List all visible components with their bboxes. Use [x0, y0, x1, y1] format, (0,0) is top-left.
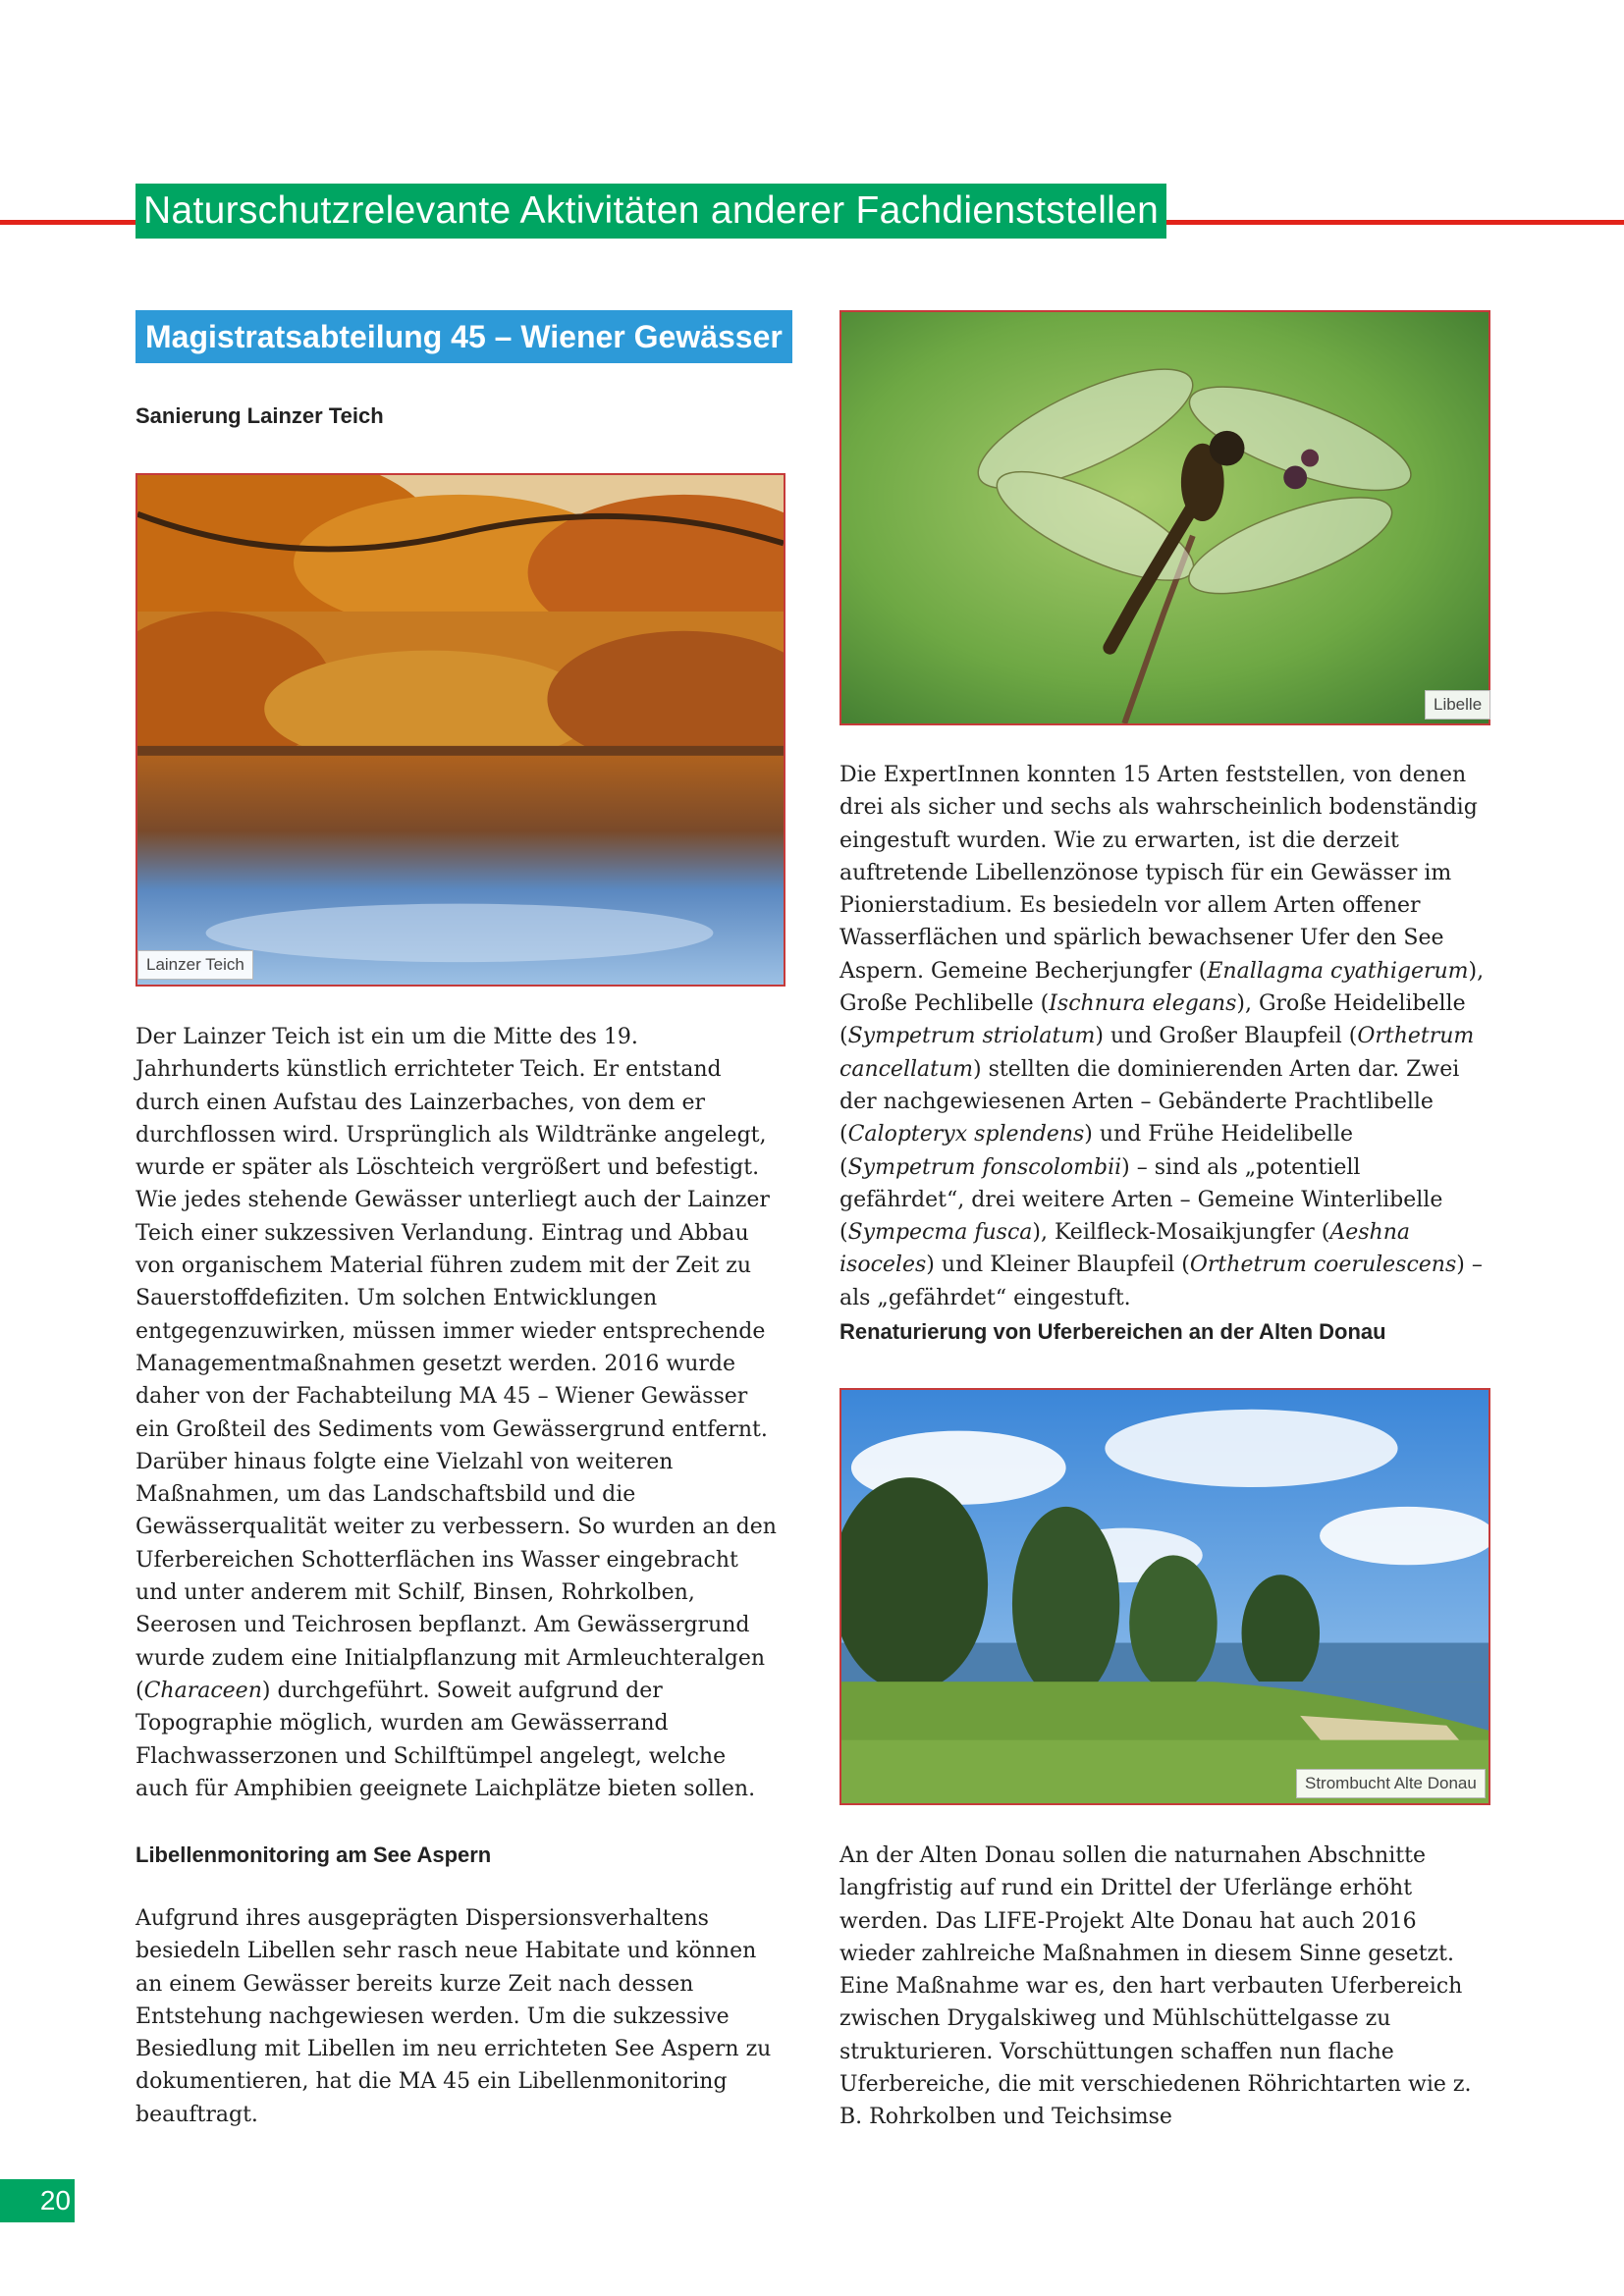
text-lainzer-2: ) durchgeführt. Soweit aufgrund der Topographie möglich, wurden am Gewässerrand Flachwasserzonen und Schilftümpel angelegt, welche auch für Amphibien geeignete Laichplätze bieten sollen.: [135, 1678, 756, 1801]
species-8: Aeshna isoceles: [839, 1220, 1410, 1278]
species-7: Sympecma fusca: [847, 1220, 1033, 1246]
section-title: Naturschutzrelevante Aktivitäten anderer Fachdienststellen: [135, 184, 1166, 239]
dragonfly-image: [841, 312, 1489, 723]
species-1: Enallagma cyathigerum: [1207, 958, 1469, 984]
caption-lainzer-teich: Lainzer Teich: [137, 950, 253, 980]
species-9: Orthetrum coerulescens: [1189, 1253, 1457, 1278]
photo-libelle: [839, 310, 1490, 725]
paragraph-libellen-arten: [839, 759, 1489, 1314]
heading-renaturierung: Renaturierung von Uferbereichen an der Alten Donau: [839, 1319, 1386, 1344]
text-arten-j: ) – als „gefährdet“ eingestuft.: [839, 1253, 1483, 1310]
heading-lainzer-teich: Sanierung Lainzer Teich: [135, 403, 384, 428]
text-arten-f: ) und Frühe Heidelibelle (: [839, 1122, 1354, 1180]
species-3: Sympetrum striolatum: [847, 1024, 1096, 1049]
photo-lainzer-teich: [135, 473, 785, 987]
text-arten-h: ), Keilfleck-Mosaikjungfer (: [1032, 1220, 1330, 1246]
text-arten-a: Die ExpertInnen konnten 15 Arten feststellen, von denen drei als sicher und sechs als wahrscheinlich bodenständig eingestuft wurden. Wie zu erwarten, ist die derzeit auftretende Libellenzönose typisch für ein Gewässer im Pionierstadium. Es besiedeln vor allem Arten offener Wasserflächen und spärlich bewachsener Ufer den See Aspern. Gemeine Becherjungfer (: [839, 763, 1478, 984]
heading-libellenmonitoring: Libellenmonitoring am See Aspern: [135, 1842, 492, 1867]
text-arten-g: ) – sind als „potentiell gefährdet“, drei weitere Arten – Gemeine Winterlibelle (: [839, 1154, 1443, 1246]
species-5: Calopteryx splendens: [847, 1122, 1085, 1148]
species-6: Sympetrum fonscolombii: [847, 1154, 1122, 1180]
photo-alte-donau: [839, 1388, 1490, 1805]
species-4: Orthetrum cancellatum: [839, 1024, 1475, 1082]
paragraph-alte-donau: An der Alten Donau sollen die naturnahen Abschnitte langfristig auf rund ein Drittel der Uferlänge erhöht werden. Das LIFE-Projekt Alte Donau hat auch 2016 wieder zahlreiche Maßnahmen in diesem Sinne gesetzt. Eine Maßnahme war es, den hart verbauten Uferbereich zwischen Drygalskiweg und Mühlschüttelgasse zu strukturieren. Vorschüttungen schaffen nun flache Uferbereiche, die mit verschiedenen Röhrichtarten wie z. B. Rohrkolben und Teichsimse: [839, 1843, 1472, 2130]
text-arten-c: ), Große Heidelibelle (: [839, 991, 1466, 1049]
species-2: Ischnura elegans: [1049, 991, 1237, 1017]
caption-libelle: Libelle: [1425, 690, 1490, 720]
autumn-pond-image: [137, 475, 784, 985]
text-arten-i: ) und Kleiner Blaupfeil (: [926, 1253, 1190, 1278]
page-number: 20: [0, 2179, 75, 2222]
text-arten-e: ) stellten die dominierenden Arten dar. Zwei der nachgewiesenen Arten – Gebänderte Prachtlibelle (: [839, 1056, 1460, 1148]
caption-alte-donau: Strombucht Alte Donau: [1296, 1769, 1486, 1798]
paragraph-lainzer-teich: [135, 1021, 784, 1805]
paragraph-libellenmonitoring: Aufgrund ihres ausgeprägten Dispersionsverhaltens besiedeln Libellen sehr rasch neue Habitate und können an einem Gewässer bereits kurze Zeit nach dessen Entstehung nachgewiesen werden. Um die sukzessive Besiedlung mit Libellen im neu errichteten See Aspern zu dokumentieren, hat die MA 45 ein Libellenmonitoring beauftragt.: [135, 1906, 772, 2127]
department-heading: Magistratsabteilung 45 – Wiener Gewässer: [135, 310, 792, 363]
text-arten-d: ) und Großer Blaupfeil (: [1095, 1024, 1358, 1049]
text-arten-b: ), Große Pechlibelle (: [839, 958, 1485, 1017]
alte-donau-image: [841, 1390, 1489, 1803]
term-characeen: Characeen: [143, 1678, 262, 1703]
text-lainzer-1: Der Lainzer Teich ist ein um die Mitte des 19. Jahrhunderts künstlich errichteter Teich. Er entstand durch einen Aufstau des Lainzerbaches, von dem er durchflossen wird. Ursprünglich als Wildtränke angelegt, wurde er später als Löschteich vergrößert und befestigt. Wie jedes stehende Gewässer unterliegt auch der Lainzer Teich einer sukzessiven Verlandung. Eintrag und Abbau von organischem Material führen zudem mit der Zeit zu Sauerstoffdefiziten. Um solchen Entwicklungen entgegenzuwirken, müssen immer wieder entsprechende Managementmaßnahmen gesetzt werden. 2016 wurde daher von der Fachabteilung MA 45 – Wiener Gewässer ein Großteil des Sediments vom Gewässergrund entfernt. Darüber hinaus folgte eine Vielzahl von weiteren Maßnahmen, um das Landschaftsbild und die Gewässerqualität weiter zu verbessern. So wurden an den Uferbereichen Schotterflächen ins Wasser eingebracht und unter anderem mit Schilf, Binsen, Rohrkolben, Seerosen und Teichrosen bepflanzt. Am Gewässergrund wurde zudem eine Initialpflanzung mit Armleuchteralgen (: [135, 1025, 777, 1703]
